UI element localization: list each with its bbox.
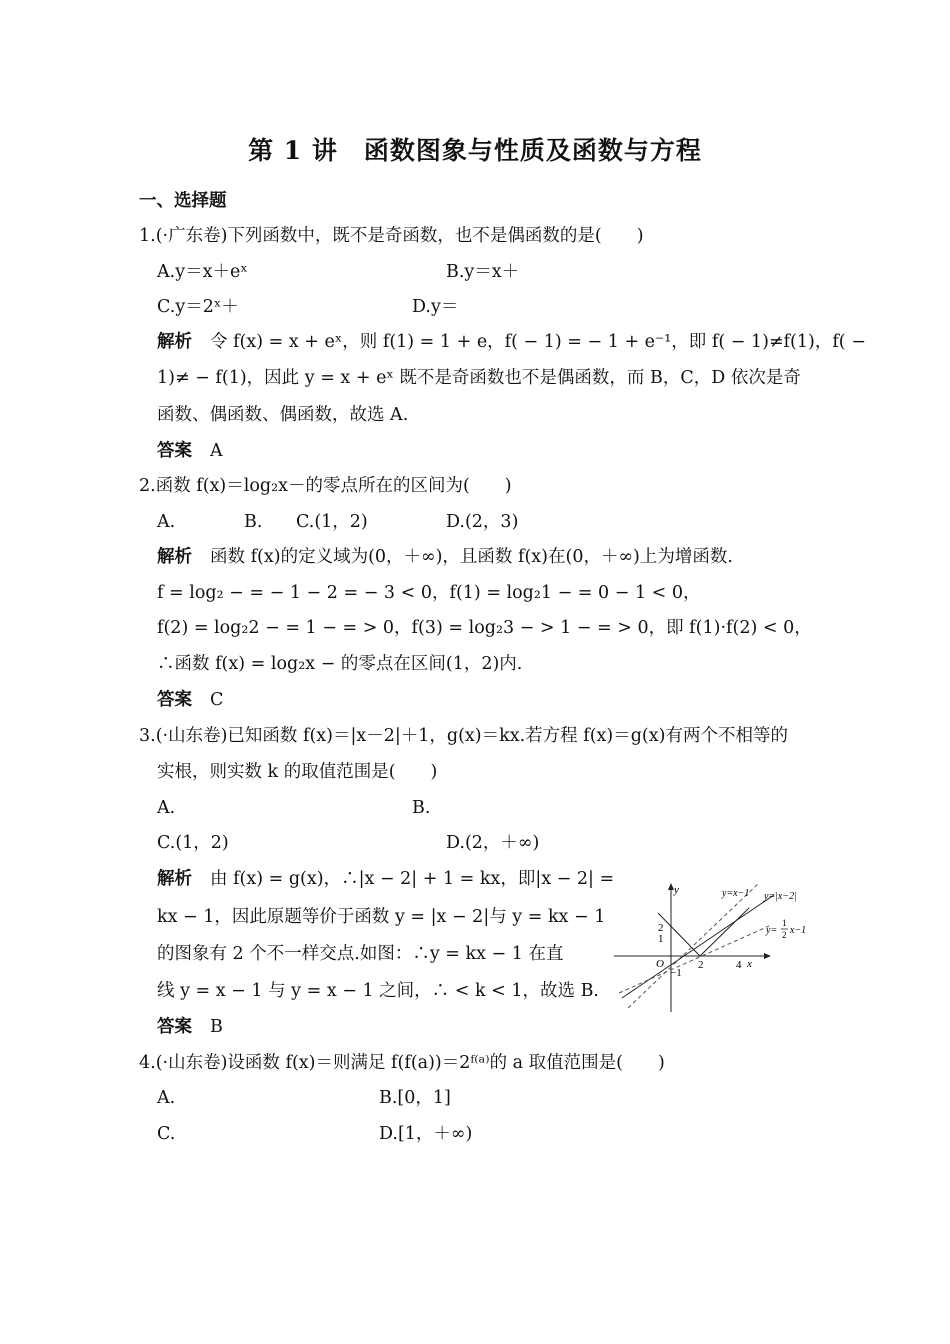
q3-option-a: A. bbox=[157, 798, 176, 818]
q4-option-d: D.[1，＋∞) bbox=[379, 1124, 473, 1144]
q2-option-a: A. bbox=[157, 512, 176, 532]
q2-analysis-line-1 bbox=[157, 549, 733, 567]
q2-answer-value: C bbox=[210, 690, 224, 710]
q1-analysis-line-1 bbox=[157, 334, 866, 352]
q4-option-a: A. bbox=[157, 1088, 176, 1108]
answer-label: 答案 bbox=[157, 1017, 192, 1037]
origin-label: O bbox=[656, 958, 664, 970]
curve-label-half-suffix: x−1 bbox=[790, 925, 807, 936]
analysis-label: 解析 bbox=[157, 869, 192, 889]
q3-option-c: C.(1，2) bbox=[157, 833, 229, 853]
q3-answer-value: B bbox=[210, 1017, 223, 1037]
q3-analysis-line-4: 线 y = x − 1 与 y = x − 1 之间，∴ < k < 1，故选 B. bbox=[157, 981, 599, 1001]
q3-analysis-line-3: 的图象有 2 个不一样交点.如图：∴y = kx − 1 在直 bbox=[157, 944, 564, 964]
q2-analysis-line-3: f(2) = log₂2 − = 1 − = > 0，f(3) = log₂3 − > 1 − = > 0，即 f(1)·f(2) < 0， bbox=[157, 618, 812, 638]
curve-label-half-num: 1 bbox=[782, 918, 787, 928]
x-tick-2: 2 bbox=[698, 959, 704, 971]
q1-analysis-line-3: 函数、偶函数、偶函数，故选 A. bbox=[157, 405, 409, 425]
q1-option-d: D.y＝ bbox=[412, 297, 459, 317]
curve-label-abs: y=|x−2| bbox=[764, 891, 797, 902]
q1-analysis-text-1: 令 f(x) = x + eˣ，则 f(1) = 1 + e，f( − 1) = − 1 + e⁻¹，即 f( − 1)≠f(1)，f( − bbox=[210, 332, 866, 352]
q3-option-d: D.(2，＋∞) bbox=[446, 833, 540, 853]
q2-option-d: D.(2，3) bbox=[446, 512, 519, 532]
answer-label: 答案 bbox=[157, 441, 192, 461]
section-heading: 一、选择题 bbox=[139, 191, 227, 211]
curve-abs bbox=[658, 908, 749, 956]
y-tick-2: 2 bbox=[658, 922, 664, 934]
q4-stem: 4.(·山东卷)设函数 f(x)＝则满足 f(f(a))＝2ᶠ⁽ᵃ⁾的 a 取值范围是( ) bbox=[139, 1053, 665, 1073]
q2-analysis-text-1: 函数 f(x)的定义域为(0，＋∞)，且函数 f(x)在(0，＋∞)上为增函数. bbox=[210, 547, 733, 567]
q2-option-c: C.(1，2) bbox=[296, 512, 368, 532]
q1-analysis-line-2: 1)≠ − f(1)，因此 y = x + eˣ 既不是奇函数也不是偶函数，而 B，C，D 依次是奇 bbox=[157, 368, 801, 388]
q3-graph-figure bbox=[614, 878, 818, 1012]
q4-option-b: B.[0，1] bbox=[379, 1088, 451, 1108]
curve-x-minus-1 bbox=[628, 883, 759, 1008]
analysis-label: 解析 bbox=[157, 332, 192, 352]
q1-answer-value: A bbox=[210, 441, 223, 461]
analysis-label: 解析 bbox=[157, 547, 192, 567]
q2-stem: 2.函数 f(x)＝log₂x－的零点所在的区间为( ) bbox=[139, 476, 512, 496]
y-axis-label: y bbox=[674, 884, 679, 896]
answer-label: 答案 bbox=[157, 690, 192, 710]
q3-analysis-line-2: kx − 1，因此原题等价于函数 y = |x − 2|与 y = kx − 1 bbox=[157, 907, 606, 927]
q1-option-c: C.y＝2ˣ＋ bbox=[157, 297, 239, 317]
x-tick-4: 4 bbox=[736, 959, 742, 971]
q1-option-a: A.y＝x＋eˣ bbox=[157, 262, 248, 282]
q2-answer bbox=[157, 692, 223, 710]
q3-analysis-line-1 bbox=[157, 871, 614, 889]
curve-label-x-minus-1: y=x−1 bbox=[722, 888, 750, 899]
q3-analysis-text-1: 由 f(x) = g(x)，∴|x − 2| + 1 = kx，即|x − 2| = bbox=[210, 869, 615, 889]
q4-option-c: C. bbox=[157, 1124, 176, 1144]
q3-option-b: B. bbox=[412, 798, 431, 818]
q3-answer bbox=[157, 1019, 223, 1037]
page-title: 第 1 讲 函数图象与性质及函数与方程 bbox=[248, 136, 702, 165]
q1-stem: 1.(·广东卷)下列函数中，既不是奇函数，也不是偶函数的是( ) bbox=[139, 226, 644, 246]
x-axis-arrow-icon bbox=[764, 953, 771, 959]
x-axis-label: x bbox=[747, 958, 752, 970]
curve-kx-minus-1 bbox=[622, 895, 774, 998]
q2-option-b: B. bbox=[244, 512, 263, 532]
y-tick-minus-1: −1 bbox=[670, 967, 682, 979]
curve-label-half-den: 2 bbox=[782, 930, 787, 940]
curve-label-half-prefix: y= bbox=[766, 925, 778, 936]
q2-analysis-line-2: f = log₂ − = − 1 − 2 = − 3 < 0，f(1) = log₂1 − = 0 − 1 < 0， bbox=[157, 583, 701, 603]
q3-stem-line-2: 实根，则实数 k 的取值范围是( ) bbox=[157, 762, 438, 782]
q3-stem-line-1: 3.(·山东卷)已知函数 f(x)＝|x－2|＋1，g(x)＝kx.若方程 f(x)＝g(x)有两个不相等的 bbox=[139, 726, 788, 746]
y-tick-1: 1 bbox=[658, 933, 664, 945]
q2-analysis-line-4: ∴函数 f(x) = log₂x − 的零点在区间(1，2)内. bbox=[157, 654, 523, 674]
q1-answer bbox=[157, 443, 223, 461]
q1-option-b: B.y＝x＋ bbox=[446, 262, 520, 282]
